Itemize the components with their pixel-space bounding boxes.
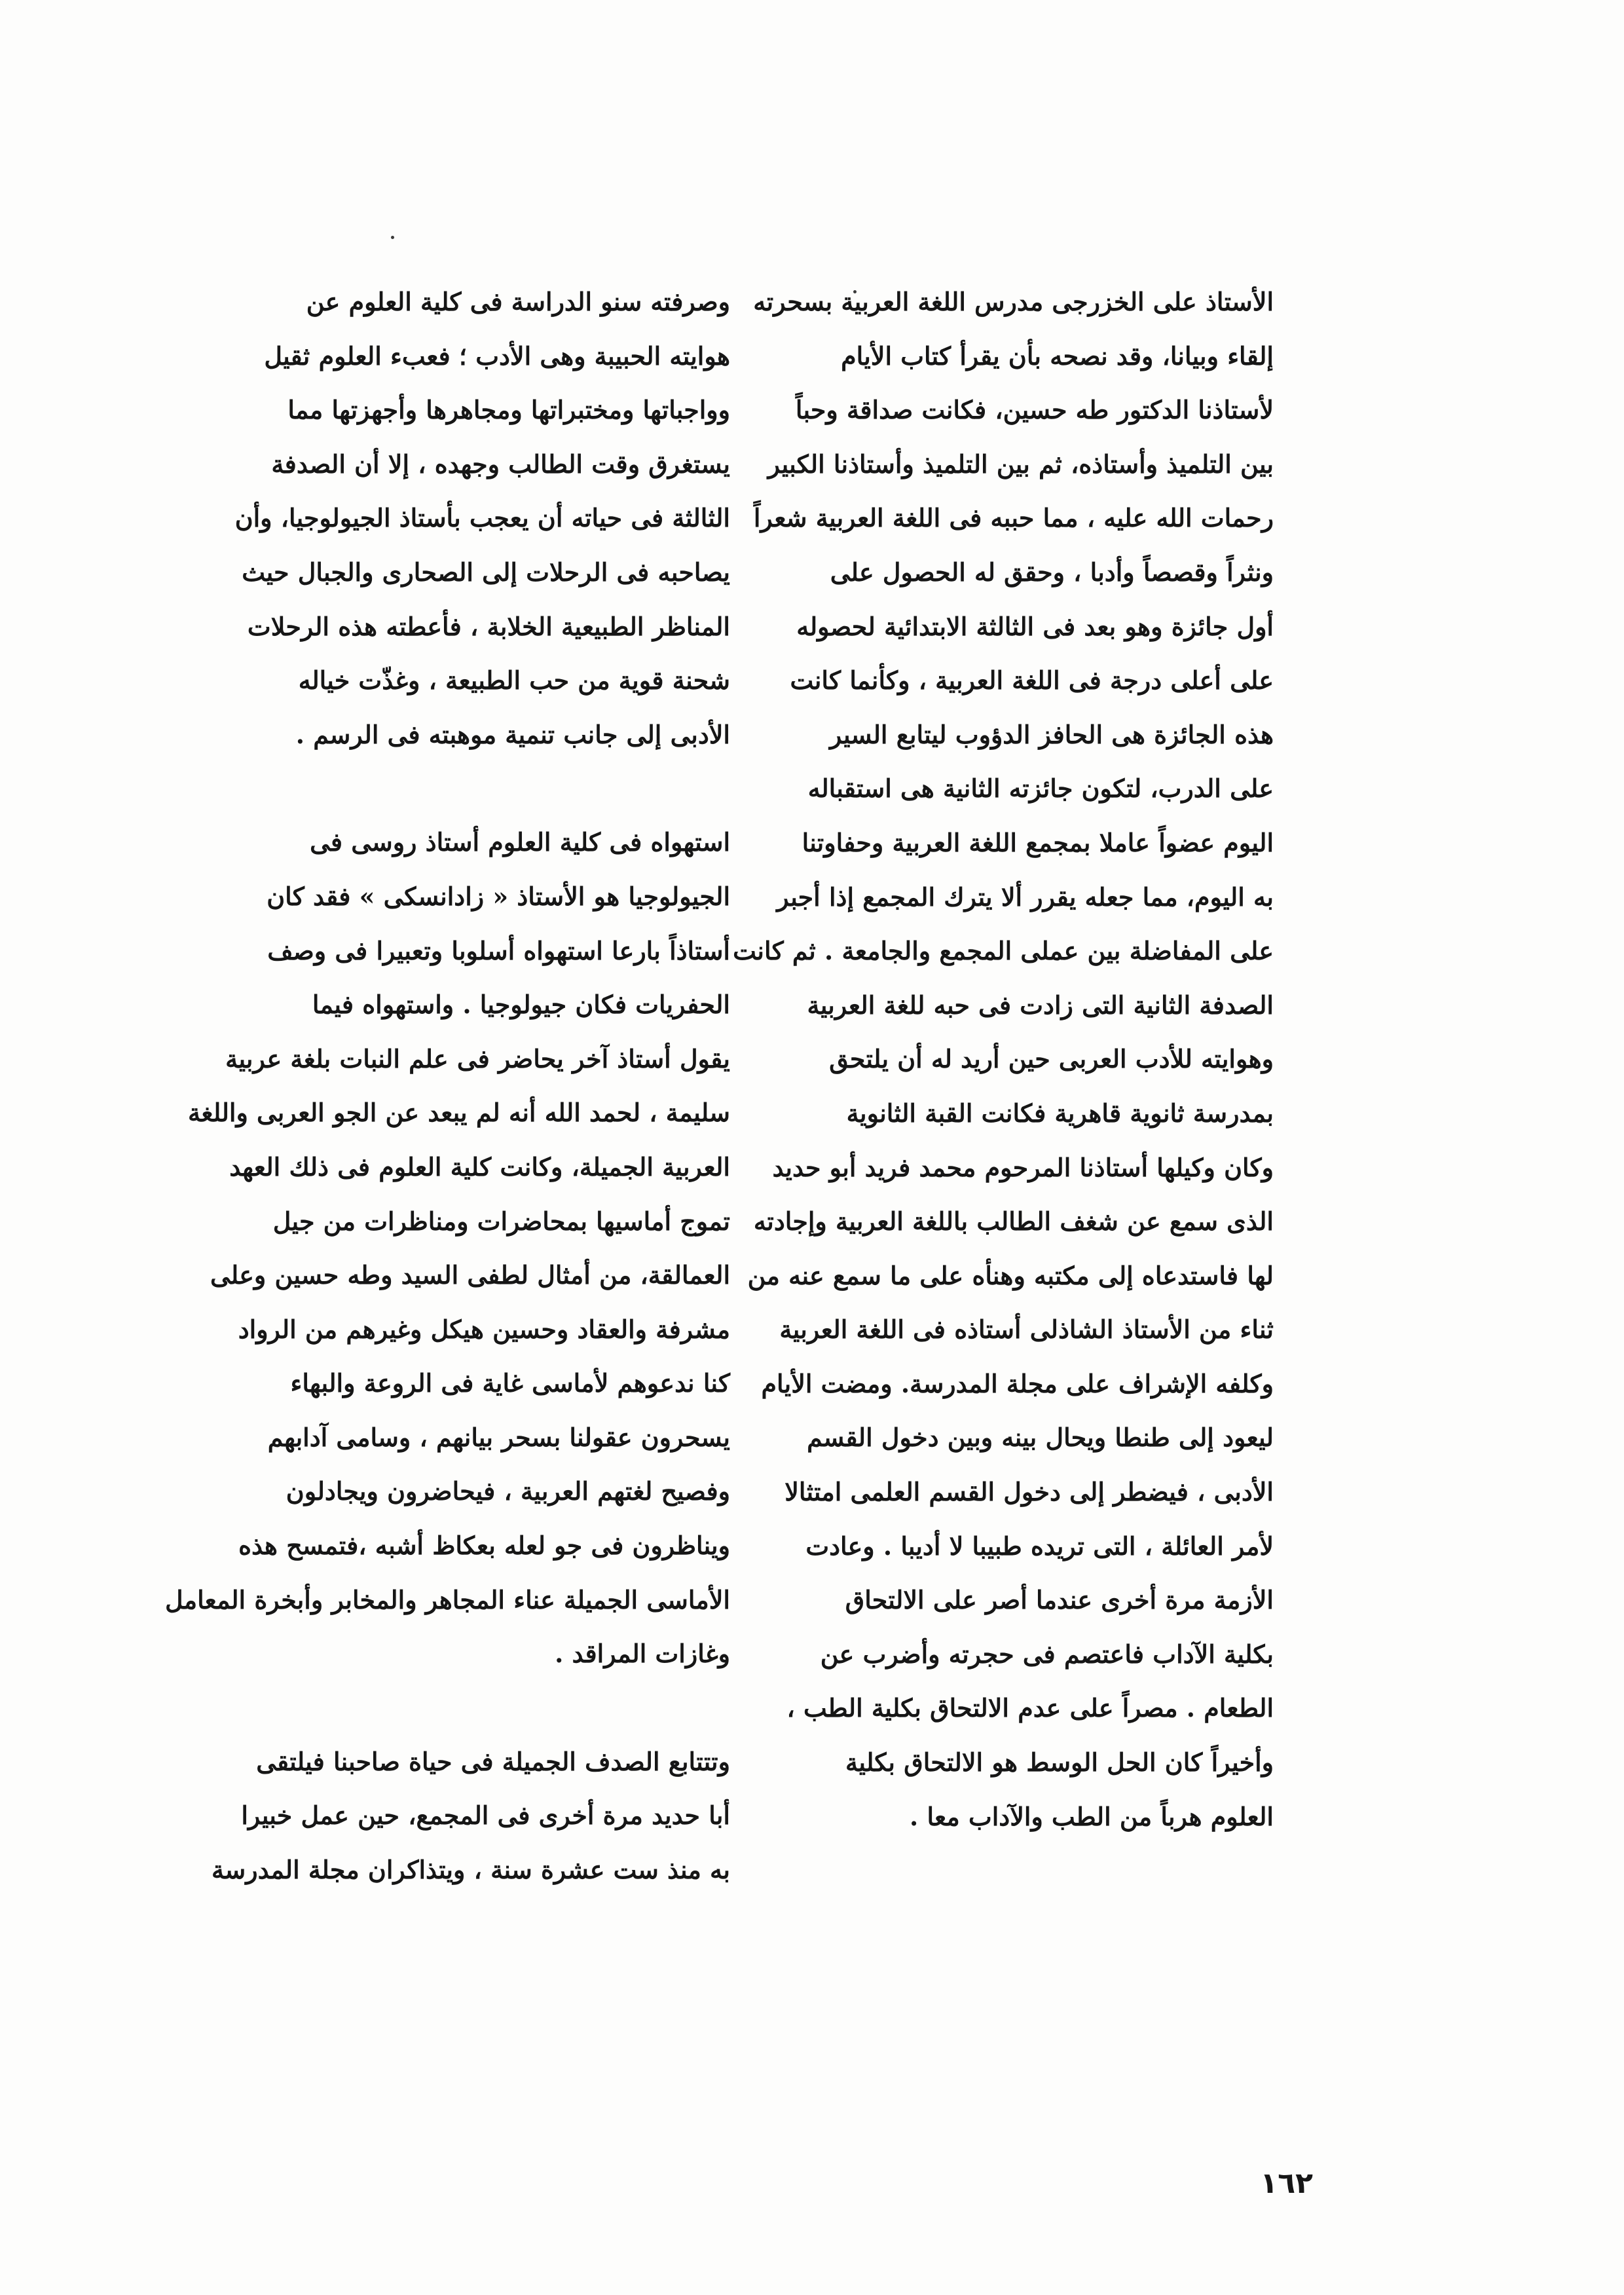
text-line: وأخيراً كان الحل الوسط هو الالتحاق بكلية: [845, 1747, 1274, 1778]
text-line: ونثراً وقصصاً وأدبا ، وحقق له الحصول على: [830, 557, 1274, 587]
left-column-paragraph: [164, 815, 769, 1681]
text-line: وكلفه الإشراف على مجلة المدرسة. ومضت الأيام: [761, 1368, 1274, 1398]
text-line: سليمة ، لحمد الله أنه لم يبعد عن الجو العربى واللغة: [188, 1098, 730, 1128]
text-line: بين التلميذ وأستاذه، ثم بين التلميذ وأستاذنا الكبير: [767, 449, 1274, 479]
text-line: الأدبى ، فيضطر إلى دخول القسم العلمى امتثالا: [784, 1477, 1274, 1507]
text-line: يقول أستاذ آخر يحاضر فى علم النبات بلغة عربية: [225, 1043, 730, 1073]
text-line: استهواه فى كلية العلوم أستاذ روسى فى: [310, 827, 730, 857]
text-line: به اليوم، مما جعله يقرر ألا يترك المجمع إذا أجبر: [777, 882, 1274, 912]
text-line: أبا حديد مرة أخرى فى المجمع، حين عمل خبيرا: [241, 1801, 730, 1831]
text-line: الأدبى إلى جانب تنمية موهبته فى الرسم .: [295, 719, 730, 749]
text-line: وفصيح لغتهم العربية ، فيحاضرون ويجادلون: [286, 1476, 730, 1506]
left-column-paragraph: [212, 1735, 769, 1897]
text-line: كنا ندعوهم لأماسى غاية فى الروعة والبهاء: [290, 1368, 730, 1398]
text-line: الطعام . مصراً على عدم الالتحاق بكلية الطب ،: [786, 1693, 1274, 1723]
text-line: لها فاستدعاه إلى مكتبه وهنأه على ما سمع عنه من: [747, 1260, 1274, 1290]
text-line: إلقاء وبيانا، وقد نصحه بأن يقرأ كتاب الأيام: [841, 341, 1274, 371]
text-line: العلوم هرباً من الطب والآداب معا .: [910, 1801, 1274, 1831]
text-line: على المفاضلة بين عملى المجمع والجامعة . ثم كانت: [733, 936, 1274, 966]
text-line: ثناء من الأستاذ الشاذلى أستاذه فى اللغة العربية: [779, 1315, 1274, 1345]
text-line: وكان وكيلها أستاذنا المرحوم محمد فريد أبو حديد: [772, 1152, 1274, 1182]
text-line: الحفريات فكان جيولوجيا . واستهواه فيما: [312, 990, 730, 1020]
text-line: الأماسى الجميلة عناء المجاهر والمخابر وأبخرة المعامل: [164, 1584, 730, 1614]
left-column-paragraph: [234, 275, 769, 762]
text-line: المناظر الطبيعية الخلابة ، فأعطته هذه الرحلات: [247, 611, 730, 641]
text-line: رحمات الله عليه ، مما حببه فى اللغة العربية شعراً: [753, 503, 1274, 533]
text-line: أول جائزة وهو بعد فى الثالثة الابتدائية لحصوله: [796, 611, 1274, 641]
text-line: بمدرسة ثانوية قاهرية فكانت القبة الثانوية: [846, 1098, 1274, 1128]
text-line: الجيولوجيا هو الأستاذ « زادانسكى » فقد كان: [267, 881, 730, 911]
text-line: على الدرب، لتكون جائزته الثانية هى استقباله: [807, 774, 1274, 804]
text-line: الثالثة فى حياته أن يعجب بأستاذ الجيولوجيا، وأن: [234, 503, 730, 533]
right-text-column: [733, 275, 1313, 1844]
text-line: وهوايته للأدب العربى حين أريد له أن يلتحق: [829, 1044, 1274, 1074]
text-line: لأمر العائلة ، التى تريده طبيبا لا أديبا . وعادت: [805, 1531, 1274, 1561]
text-line: العمالقة، من أمثال لطفى السيد وطه حسين وعلى: [210, 1260, 730, 1290]
text-line: يستغرق وقت الطالب وجهده ، إلا أن الصدفة: [271, 449, 730, 479]
text-line: يسحرون عقولنا بسحر بيانهم ، وسامى آدابهم: [267, 1422, 730, 1452]
text-line: وواجباتها ومختبراتها ومجاهرها وأجهزتها مما: [287, 395, 730, 425]
right-column-paragraph: [733, 275, 1313, 1844]
text-line: الذى سمع عن شغف الطالب باللغة العربية وإجادته: [753, 1206, 1274, 1237]
text-line: مشرفة والعقاد وحسين هيكل وغيرهم من الرواد: [238, 1314, 730, 1344]
text-line: شحنة قوية من حب الطبيعة ، وغذّت خياله: [298, 665, 730, 696]
text-line: ويناظرون فى جو لعله بعكاظ أشبه ،فتمسح هذه: [238, 1531, 730, 1561]
text-line: وغازات المراقد .: [555, 1639, 730, 1669]
text-line: على أعلى درجة فى اللغة العربية ، وكأنما كانت: [790, 665, 1274, 696]
text-line: ليعود إلى طنطا ويحال بينه وبين دخول القسم: [807, 1423, 1274, 1453]
page-number: ١٦٢: [1260, 2167, 1313, 2200]
text-line: وصرفته سنو الدراسة فى كلية العلوم عن: [306, 287, 730, 316]
text-line: الصدفة الثانية التى زادت فى حبه للغة العربية: [807, 990, 1274, 1020]
text-line: الأستاذ على الخزرجى مدرس اللغة العربية بسحرته: [753, 287, 1274, 316]
left-text-column: [164, 275, 769, 1897]
text-line: هذه الجائزة هى الحافز الدؤوب ليتابع السير: [830, 719, 1274, 749]
text-line: هوايته الحبيبة وهى الأدب ؛ فعبء العلوم ثقيل: [264, 341, 730, 371]
text-line: تموج أماسيها بمحاضرات ومناظرات من جيل: [272, 1206, 730, 1236]
text-line: يصاحبه فى الرحلات إلى الصحارى والجبال حيث: [242, 557, 730, 587]
text-line: العربية الجميلة، وكانت كلية العلوم فى ذلك العهد: [229, 1151, 730, 1182]
text-line: أستاذاً بارعا استهواه أسلوبا وتعبيرا فى وصف: [267, 935, 730, 965]
scan-speck: [391, 236, 394, 239]
text-line: لأستاذنا الدكتور طه حسين، فكانت صداقة وحباً: [795, 395, 1274, 425]
text-line: بكلية الآداب فاعتصم فى حجرته وأضرب عن: [820, 1639, 1274, 1669]
text-line: الأزمة مرة أخرى عندما أصر على الالتحاق: [845, 1585, 1274, 1615]
text-line: اليوم عضواً عاملا بمجمع اللغة العربية وحفاوتنا: [802, 827, 1274, 857]
text-line: وتتتابع الصدف الجميلة فى حياة صاحبنا فيلتقى: [256, 1746, 730, 1776]
text-line: به منذ ست عشرة سنة ، ويتذاكران مجلة المدرسة: [212, 1855, 730, 1885]
